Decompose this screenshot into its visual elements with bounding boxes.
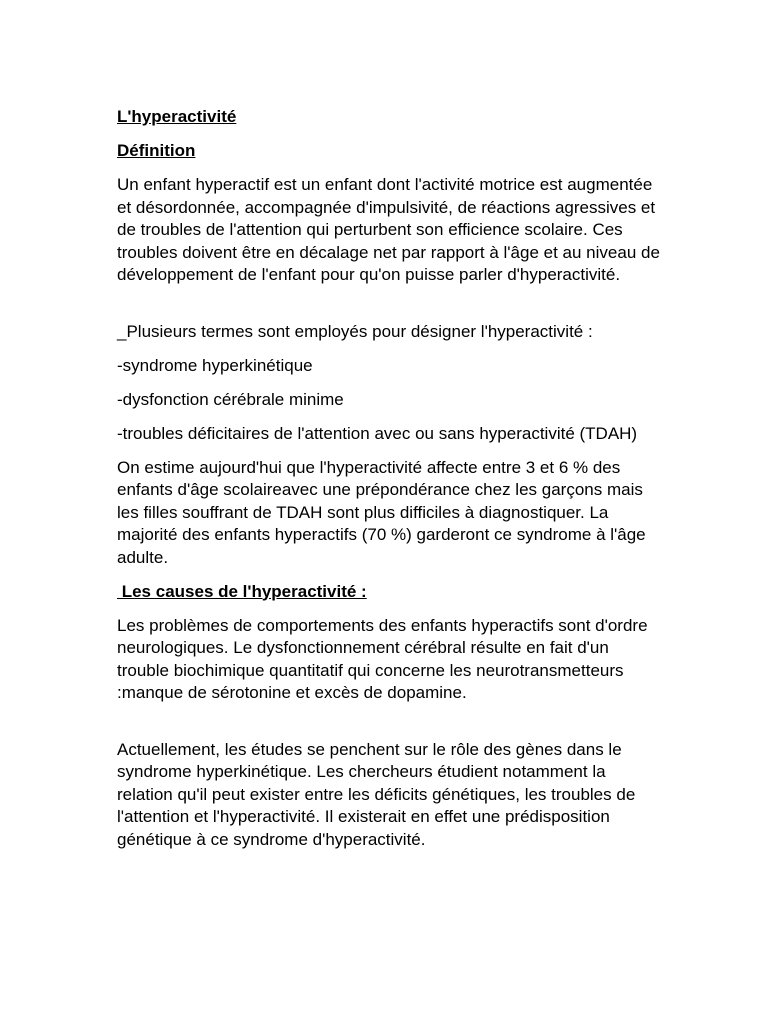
- genetics-paragraph: Actuellement, les études se penchent sur le rôle des gènes dans le syndrome hyperkinétique. Les chercheurs étudient notamment la relation qu'il peut exister entre les déficits génétiques, les troubles de l'attention et l'hyperactivité. Il existerait en effet une prédisposition génétique à ce syndrome d'hyperactivité.: [117, 739, 636, 849]
- document-page: [117, 106, 662, 863]
- terms-intro-paragraph: _Plusieurs termes sont employés pour désigner l'hyperactivité :: [117, 321, 593, 341]
- causes-paragraph: Les problèmes de comportements des enfants hyperactifs sont d'ordre neurologiques. Le dysfonctionnement cérébral résulte en fait d'un trouble biochimique quantitatif qui concerne les neurotransmetteurs :manque de sérotonine et excès de dopamine.: [117, 615, 648, 702]
- prevalence-paragraph: On estime aujourd'hui que l'hyperactivité affecte entre 3 et 6 % des enfants d'âge scolaireavec une prépondérance chez les garçons mais les filles souffrant de TDAH sont plus difficiles à diagnostiquer. La majorité des enfants hyperactifs (70 %) garderont ce syndrome à l'âge adulte.: [117, 457, 646, 567]
- term-item: -dysfonction cérébrale minime: [117, 389, 344, 409]
- document-title: L'hyperactivité: [117, 107, 237, 126]
- term-item: -syndrome hyperkinétique: [117, 355, 313, 375]
- causes-heading: Les causes de l'hyperactivité :: [117, 581, 367, 601]
- definition-heading: Définition: [117, 141, 196, 160]
- blank-line: [117, 716, 662, 739]
- definition-paragraph: Un enfant hyperactif est un enfant dont l'activité motrice est augmentée et désordonnée, accompagnée d'impulsivité, de réactions agressives et de troubles de l'attention qui perturbent son efficience scolaire. Ces troubles doivent être en décalage net par rapport à l'âge et au niveau de développement de l'enfant pour qu'on puisse parler d'hyperactivité.: [117, 175, 660, 284]
- term-item: -troubles déficitaires de l'attention avec ou sans hyperactivité (TDAH): [117, 423, 638, 443]
- blank-line: [117, 298, 662, 321]
